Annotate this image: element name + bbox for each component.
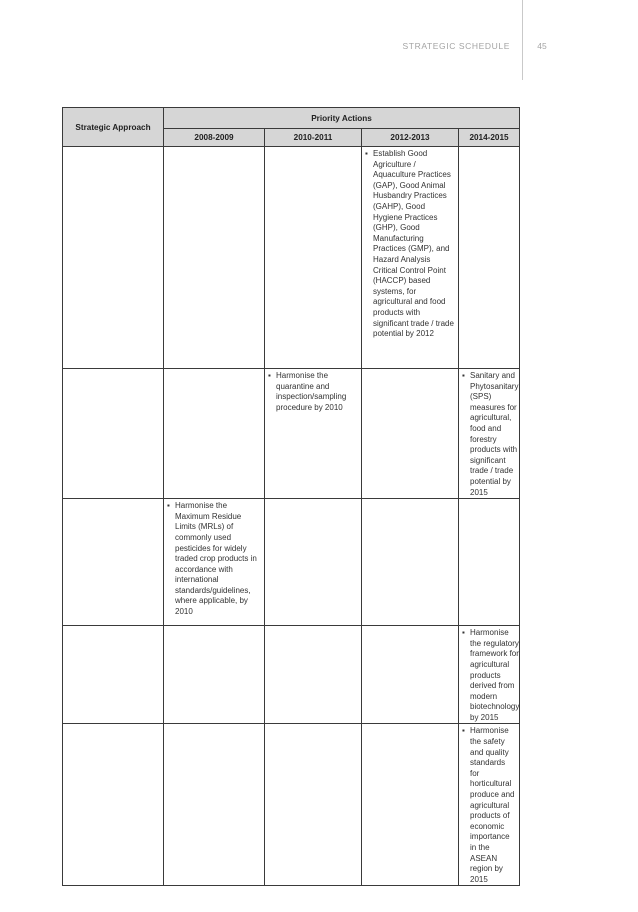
section-title: STRATEGIC SCHEDULE xyxy=(402,41,510,51)
action-text: Harmonise the quarantine and inspection/sampling procedure by 2010 xyxy=(276,371,347,412)
cell-2010-2011-row3 xyxy=(265,499,362,626)
cell-2014-2015-row3 xyxy=(459,499,520,626)
cell-2010-2011-row1 xyxy=(265,147,362,369)
strategic-approach-header: Strategic Approach xyxy=(63,108,164,147)
strategic-schedule-table xyxy=(62,107,520,886)
cell-2010-2011-row5 xyxy=(265,724,362,886)
cell-2012-2013-row1 xyxy=(362,147,459,369)
cell-2010-2011-row2 xyxy=(265,369,362,499)
year-header-2008-2009: 2008-2009 xyxy=(164,129,265,147)
strategic-approach-cell xyxy=(63,147,164,369)
cell-2014-2015-row5 xyxy=(459,724,520,886)
cell-2008-2009-row3 xyxy=(164,499,265,626)
action-text: Harmonise the Maximum Residue Limits (MRLs) of commonly used pesticides for widely traded crop products in accordance with international standards/guidelines, where applicable, by 2010 xyxy=(175,501,257,617)
cell-2008-2009-row1 xyxy=(164,147,265,369)
action-text: Establish Good Agriculture / Aquaculture Practices (GAP), Good Animal Husbandry Practices (GAHP), Good Hygiene Practices (GHP), Good Manufacturing Practices (GMP), and Hazard Analysis Critical Control Point (HACCP) based systems, for agricultural and food products with significant trade / trade potential by 2012 xyxy=(373,149,454,339)
action-item-quarantine xyxy=(265,369,361,413)
priority-actions-header: Priority Actions xyxy=(164,108,520,129)
cell-2012-2013-row3 xyxy=(362,499,459,626)
action-item-gap-haccp xyxy=(362,147,458,340)
page-number: 45 xyxy=(537,41,547,51)
action-text: Harmonise the regulatory framework for agricultural products derived from modern biotechnology by 2015 xyxy=(470,628,520,722)
cell-2008-2009-row2 xyxy=(164,369,265,499)
action-item-mrls xyxy=(164,499,264,618)
cell-2012-2013-row4 xyxy=(362,626,459,724)
header-divider xyxy=(522,0,523,80)
cell-2012-2013-row5 xyxy=(362,724,459,886)
strategic-approach-cell xyxy=(63,499,164,626)
strategic-approach-cell xyxy=(63,369,164,499)
bullet-icon: ▪ xyxy=(462,371,465,380)
action-item-sps xyxy=(459,369,519,498)
bullet-icon: ▪ xyxy=(268,371,271,380)
cell-2014-2015-row4 xyxy=(459,626,520,724)
cell-2014-2015-row2 xyxy=(459,369,520,499)
year-header-2010-2011: 2010-2011 xyxy=(265,129,362,147)
action-text: Harmonise the safety and quality standards for horticultural produce and agricultural products of economic importance in the ASEAN region by 2015 xyxy=(470,726,515,884)
cell-2012-2013-row2 xyxy=(362,369,459,499)
year-header-2012-2013: 2012-2013 xyxy=(362,129,459,147)
bullet-icon: ▪ xyxy=(462,628,465,638)
cell-2008-2009-row5 xyxy=(164,724,265,886)
bullet-icon: ▪ xyxy=(167,501,170,511)
action-text: Sanitary and Phytosanitary (SPS) measures for agricultural, food and forestry products with significant trade / trade potential by 2015 xyxy=(470,371,519,497)
action-item-biotech xyxy=(459,626,519,723)
year-header-2014-2015: 2014-2015 xyxy=(459,129,520,147)
bullet-icon: ▪ xyxy=(462,726,465,736)
bullet-icon: ▪ xyxy=(365,149,368,158)
action-item-safety-quality xyxy=(459,724,519,885)
cell-2010-2011-row4 xyxy=(265,626,362,724)
cell-2008-2009-row4 xyxy=(164,626,265,724)
strategic-approach-cell xyxy=(63,724,164,886)
strategic-approach-cell xyxy=(63,626,164,724)
cell-2014-2015-row1 xyxy=(459,147,520,369)
